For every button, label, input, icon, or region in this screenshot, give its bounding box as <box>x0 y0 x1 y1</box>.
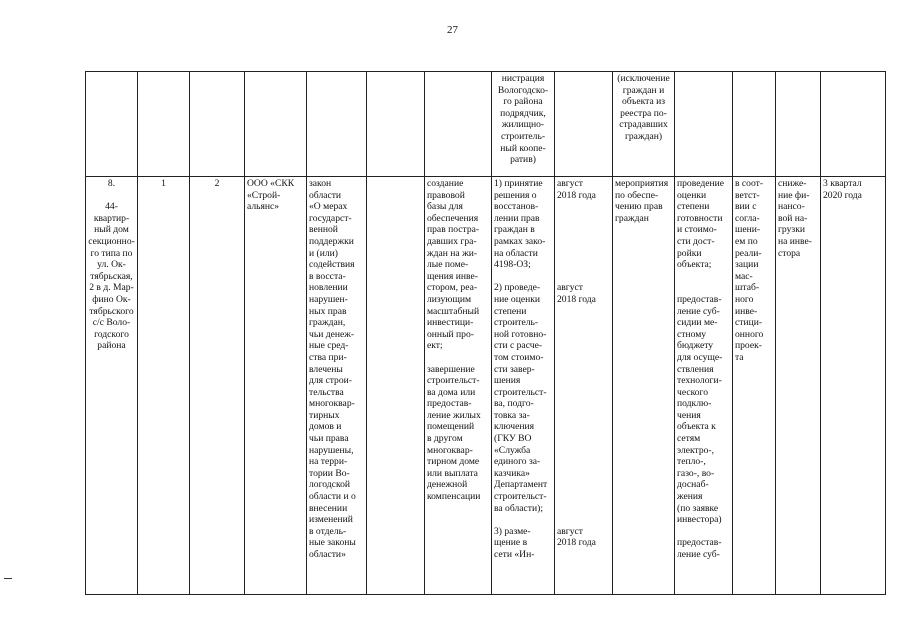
cell-line: 44- <box>105 201 118 213</box>
cell-line: квартир- <box>93 212 130 224</box>
cell-line: стному <box>677 328 707 340</box>
cell-line <box>557 456 610 468</box>
cell-col6 <box>367 177 425 595</box>
cell-line: 3 квартал <box>823 178 862 189</box>
cell-line: мас- <box>735 270 753 282</box>
cell-line: зации <box>735 259 759 271</box>
cell-line <box>557 364 610 376</box>
cell-line <box>557 248 610 260</box>
cell-line: давших гра- <box>427 235 477 247</box>
cell-line: ние оценки <box>494 293 541 305</box>
cell-line: ный коопе- <box>500 142 546 154</box>
cell-line: сниже- <box>778 178 807 189</box>
cell-line: онного <box>735 328 764 340</box>
cell-line: стора <box>778 247 801 259</box>
cell-line: нарушен- <box>309 293 348 305</box>
cell-line: «О мерах <box>309 201 348 213</box>
cell-line: денежной <box>427 479 468 491</box>
cell-line: области <box>309 189 342 201</box>
cell-r1-c12 <box>733 72 776 177</box>
cell-line: Департамент <box>494 479 548 491</box>
cell-line <box>427 352 489 364</box>
cell-line: 2018 года <box>557 537 596 549</box>
cell-line: ветст- <box>735 189 760 201</box>
cell-line <box>494 271 552 283</box>
cell-r1-c3 <box>190 72 245 177</box>
cell-line: бюджету <box>677 340 714 352</box>
cell-line: области и о <box>309 491 356 503</box>
cell-line: для осуще- <box>677 351 723 363</box>
cell-line: нарушены, <box>309 444 354 456</box>
cell-line <box>557 479 610 491</box>
cell-line: 8. <box>107 178 116 189</box>
cell-line: объекта из <box>621 96 666 108</box>
cell-line: в другом <box>427 433 463 445</box>
cell-line: строительст- <box>427 375 480 387</box>
cell-line: «Служба <box>494 444 531 456</box>
cell-line: готовности <box>677 212 723 224</box>
cell-line: степени <box>677 201 710 213</box>
cell-line <box>677 271 730 283</box>
cell-line: щение в <box>494 537 528 549</box>
cell-line <box>557 306 610 318</box>
cell-line: оценки <box>677 189 707 201</box>
cell-line: тельства <box>309 386 344 398</box>
cell-line <box>557 224 610 236</box>
cell-line: или выплата <box>427 467 478 479</box>
cell-line: ные сред- <box>309 340 349 352</box>
cell-line: тябрьская, <box>90 270 133 282</box>
cell-line: ул. Ок- <box>97 259 126 271</box>
cell-line: области» <box>309 549 346 560</box>
measures-cell <box>613 177 675 595</box>
cell-line: граждан в <box>494 224 535 236</box>
cell-line: тории Во- <box>309 467 350 479</box>
cell-line: 2 в д. Мар- <box>89 282 134 294</box>
cell-line: в отдель- <box>309 525 347 537</box>
cell-line <box>557 259 610 271</box>
cell-line: вии с <box>735 201 757 213</box>
cell-line: содействия <box>309 259 355 271</box>
cell-line <box>677 282 730 294</box>
cell-col2 <box>138 177 190 595</box>
cell-line: альянс» <box>247 201 280 213</box>
cell-line <box>557 213 610 225</box>
cell-line: ва дома или <box>427 386 476 398</box>
cell-line: ного <box>735 293 754 305</box>
cell-line: масштабный <box>427 305 480 317</box>
cell-line <box>557 329 610 341</box>
cell-line: реали- <box>735 247 762 259</box>
cell-line: ной готовно- <box>494 328 547 340</box>
cell-line: компенсации <box>427 491 481 503</box>
cell-line: ждан на жи- <box>427 247 478 259</box>
cell-line <box>557 421 610 433</box>
cell-line: по обеспе- <box>615 189 659 201</box>
cell-line: в соот- <box>735 178 764 189</box>
cell-line: многоквар- <box>309 398 355 410</box>
cell-line: 4198-ОЗ; <box>494 259 531 271</box>
cell-line: (ГКУ ВО <box>494 433 532 445</box>
support-cell <box>675 177 733 595</box>
cell-line: ление жилых <box>427 409 481 421</box>
cell-line: прав постра- <box>427 224 480 236</box>
cell-line <box>557 514 610 526</box>
goal-cell <box>425 177 492 595</box>
cell-line: онный про- <box>427 328 474 340</box>
cell-r1-c2 <box>138 72 190 177</box>
cell-line: домов и <box>309 421 342 433</box>
cell-line: закон <box>309 178 332 189</box>
cell-line <box>557 433 610 445</box>
cell-r1-c9 <box>555 72 613 177</box>
cell-line: предостав- <box>427 398 472 410</box>
cell-line: лении прав <box>494 212 540 224</box>
cell-line: логодской <box>309 479 351 491</box>
cell-line: ление суб- <box>677 549 720 560</box>
continuation-row <box>86 72 886 177</box>
cell-line: том стоимо- <box>494 351 544 363</box>
cell-line: строительст- <box>494 386 547 398</box>
cell-line <box>557 201 610 213</box>
actions-cell <box>492 177 555 595</box>
law-cell <box>307 177 367 595</box>
cell-r1-c7 <box>425 72 492 177</box>
cell-line: подклю- <box>677 398 712 410</box>
cell-line: государст- <box>309 212 352 224</box>
cell-line: строитель- <box>494 317 539 329</box>
cell-line: ных прав <box>309 305 347 317</box>
cell-line: степени <box>494 305 527 317</box>
cell-line: чению прав <box>615 201 663 213</box>
cell-line: 3) разме- <box>494 525 531 537</box>
cell-line: граждан <box>615 212 649 224</box>
cell-line: влечены <box>309 363 343 375</box>
cell-line <box>557 503 610 515</box>
cell-line: жилищно- <box>501 119 545 131</box>
cell-line: ва области); <box>494 502 543 514</box>
cell-line: ные законы <box>309 537 356 549</box>
cell-r1-c8 <box>492 72 555 177</box>
cell-line <box>557 340 610 352</box>
cell-line: 2) проведе- <box>494 282 541 294</box>
cell-line: сти с расче- <box>494 340 543 352</box>
cell-line: граждан) <box>624 130 663 142</box>
cell-col3-value: 2 <box>214 178 220 189</box>
cell-line <box>557 410 610 422</box>
cell-line: август <box>557 525 583 537</box>
cell-line <box>557 236 610 248</box>
cell-line: го типа по <box>90 247 133 259</box>
cell-line: фино Ок- <box>92 293 131 305</box>
cell-r1-c13 <box>776 72 821 177</box>
cell-line: рамках зако- <box>494 235 546 247</box>
cell-line: инвестора) <box>677 514 722 526</box>
cell-line: чения <box>677 409 701 421</box>
cell-line <box>557 271 610 283</box>
cell-line: сидии ме- <box>677 317 718 329</box>
cell-line: технологи- <box>677 375 722 387</box>
cell-line: 2020 года <box>823 189 862 201</box>
cell-line: проек- <box>735 340 762 352</box>
cell-line: предостав- <box>677 537 722 549</box>
cell-line <box>557 352 610 364</box>
cell-line: с/с Воло- <box>92 317 131 329</box>
cell-line: инве- <box>735 305 758 317</box>
cell-line: газо-, во- <box>677 467 715 479</box>
cell-line: граждан и <box>622 84 665 96</box>
cell-line: ный дом <box>94 224 129 236</box>
cell-line: 2018 года <box>557 293 596 305</box>
cell-line: «Строй- <box>247 189 281 201</box>
cell-line: правовой <box>427 189 465 201</box>
cell-line: сти завер- <box>494 363 535 375</box>
cell-line: шения <box>494 375 521 387</box>
cell-line: казчика» <box>494 467 530 479</box>
cell-line: и (или) <box>309 247 338 259</box>
document-table <box>85 71 886 595</box>
cell-line: жения <box>677 491 703 503</box>
cell-line: ключения <box>494 421 535 433</box>
cell-line: района <box>97 340 126 352</box>
cell-line <box>557 398 610 410</box>
cell-line: август <box>557 282 583 294</box>
cell-r1-c11 <box>675 72 733 177</box>
cell-col6-value <box>369 178 371 189</box>
cell-col3 <box>190 177 245 595</box>
cell-line: ем по <box>735 235 758 247</box>
cell-line: ройки <box>677 247 702 259</box>
page-number: 27 <box>447 24 458 36</box>
cell-line: венной <box>309 224 338 236</box>
cell-line <box>557 445 610 457</box>
cell-line: согла- <box>735 212 760 224</box>
cell-line: сетям <box>677 433 701 445</box>
cell-line: нансо- <box>778 201 805 213</box>
cell-line: секционно- <box>88 235 135 247</box>
cell-line: чьи денеж- <box>309 328 355 340</box>
cell-line <box>557 375 610 387</box>
cell-line: нистрация <box>501 73 545 84</box>
cell-line: 1) принятие <box>494 178 543 189</box>
cell-line: единого за- <box>494 456 541 468</box>
cell-line: строительст- <box>494 491 547 503</box>
cell-col2-value: 1 <box>161 178 166 189</box>
cell-line: ства при- <box>309 351 347 363</box>
cell-line <box>88 190 135 202</box>
object-name-cell <box>86 177 138 595</box>
cell-line <box>494 514 552 526</box>
cell-r1-c1 <box>86 72 138 177</box>
cell-line: лые поме- <box>427 259 469 271</box>
cell-line: ление суб- <box>677 305 720 317</box>
cell-line: в восста- <box>309 270 346 282</box>
cell-line: товка за- <box>494 409 530 421</box>
cell-line: на инве- <box>778 235 812 247</box>
cell-line: инвестици- <box>427 317 474 329</box>
cell-line <box>557 468 610 480</box>
cell-line: подрядчик, <box>500 107 546 119</box>
cell-line: Вологодско- <box>497 84 549 96</box>
cell-line: объекта; <box>677 259 712 271</box>
cell-line: многоквар- <box>427 444 473 456</box>
cell-line: (исключение <box>617 73 670 84</box>
cell-line: внесении <box>309 502 348 514</box>
cell-line: ческого <box>677 386 709 398</box>
cell-line <box>557 491 610 503</box>
deadline-cell <box>555 177 613 595</box>
cell-line: на терри- <box>309 456 348 468</box>
cell-line: (по заявке <box>677 502 719 514</box>
cell-line: грузки <box>778 224 805 236</box>
cell-line: решения о <box>494 189 537 201</box>
cell-line <box>557 317 610 329</box>
cell-r1-c14 <box>821 72 886 177</box>
table-row <box>86 177 886 595</box>
cell-line: изменений <box>309 514 353 526</box>
cell-line: и стоимо- <box>677 224 717 236</box>
cell-line: сти дост- <box>677 235 715 247</box>
agreement-cell <box>733 177 776 595</box>
cell-line: обеспечения <box>427 212 479 224</box>
cell-line: реестра по- <box>620 107 667 119</box>
cell-line: го района <box>503 96 543 108</box>
cell-line: сети «Ин- <box>494 549 535 560</box>
cell-line: строитель- <box>500 130 546 142</box>
result-cell <box>776 177 821 595</box>
cell-line: ние фи- <box>778 189 810 201</box>
cell-line <box>557 387 610 399</box>
margin-mark <box>4 578 12 579</box>
cell-line: помещений <box>427 421 475 433</box>
cell-r1-c10 <box>613 72 675 177</box>
cell-line: доснаб- <box>677 479 709 491</box>
cell-line <box>677 526 730 538</box>
cell-line: ект; <box>427 340 443 352</box>
cell-line: стици- <box>735 317 763 329</box>
cell-r1-c6 <box>367 72 425 177</box>
cell-line: та <box>735 351 744 363</box>
cell-line: шени- <box>735 224 761 236</box>
cell-r1-c5 <box>307 72 367 177</box>
cell-line: щения инве- <box>427 270 478 282</box>
cell-line: август <box>557 178 583 189</box>
cell-line: тябрьского <box>89 305 134 317</box>
cell-line: штаб- <box>735 282 760 294</box>
cell-line: предостав- <box>677 293 722 305</box>
cell-line: поддержки <box>309 235 354 247</box>
cell-line: лизующим <box>427 293 472 305</box>
cell-line: ратив) <box>510 154 536 166</box>
cell-line: электро-, <box>677 444 715 456</box>
cell-line: годского <box>94 328 129 340</box>
cell-line: граждан, <box>309 317 346 329</box>
cell-line: объекта к <box>677 421 716 433</box>
cell-line: для строи- <box>309 375 352 387</box>
cell-line: завершение <box>427 363 475 375</box>
cell-line: тирных <box>309 409 340 421</box>
cell-line: тирном доме <box>427 456 480 468</box>
cell-line: базы для <box>427 201 463 213</box>
cell-line: на области <box>494 247 538 259</box>
cell-line: новлении <box>309 282 348 294</box>
cell-line: создание <box>427 178 464 189</box>
cell-r1-c4 <box>245 72 307 177</box>
cell-line: восстанов- <box>494 201 539 213</box>
developer-cell <box>245 177 307 595</box>
cell-line: тепло-, <box>677 456 706 468</box>
cell-line: мероприятия <box>615 178 669 189</box>
cell-line: 2018 года <box>557 189 596 201</box>
completion-cell <box>821 177 886 595</box>
cell-line: ствления <box>677 363 714 375</box>
cell-line: стором, реа- <box>427 282 478 294</box>
cell-line: ООО «СКК <box>247 178 295 189</box>
cell-line: проведение <box>677 178 724 189</box>
cell-line: страдавших <box>619 119 668 131</box>
cell-line: ва, подго- <box>494 398 534 410</box>
cell-line: вой на- <box>778 212 808 224</box>
cell-line: чьи права <box>309 433 349 445</box>
